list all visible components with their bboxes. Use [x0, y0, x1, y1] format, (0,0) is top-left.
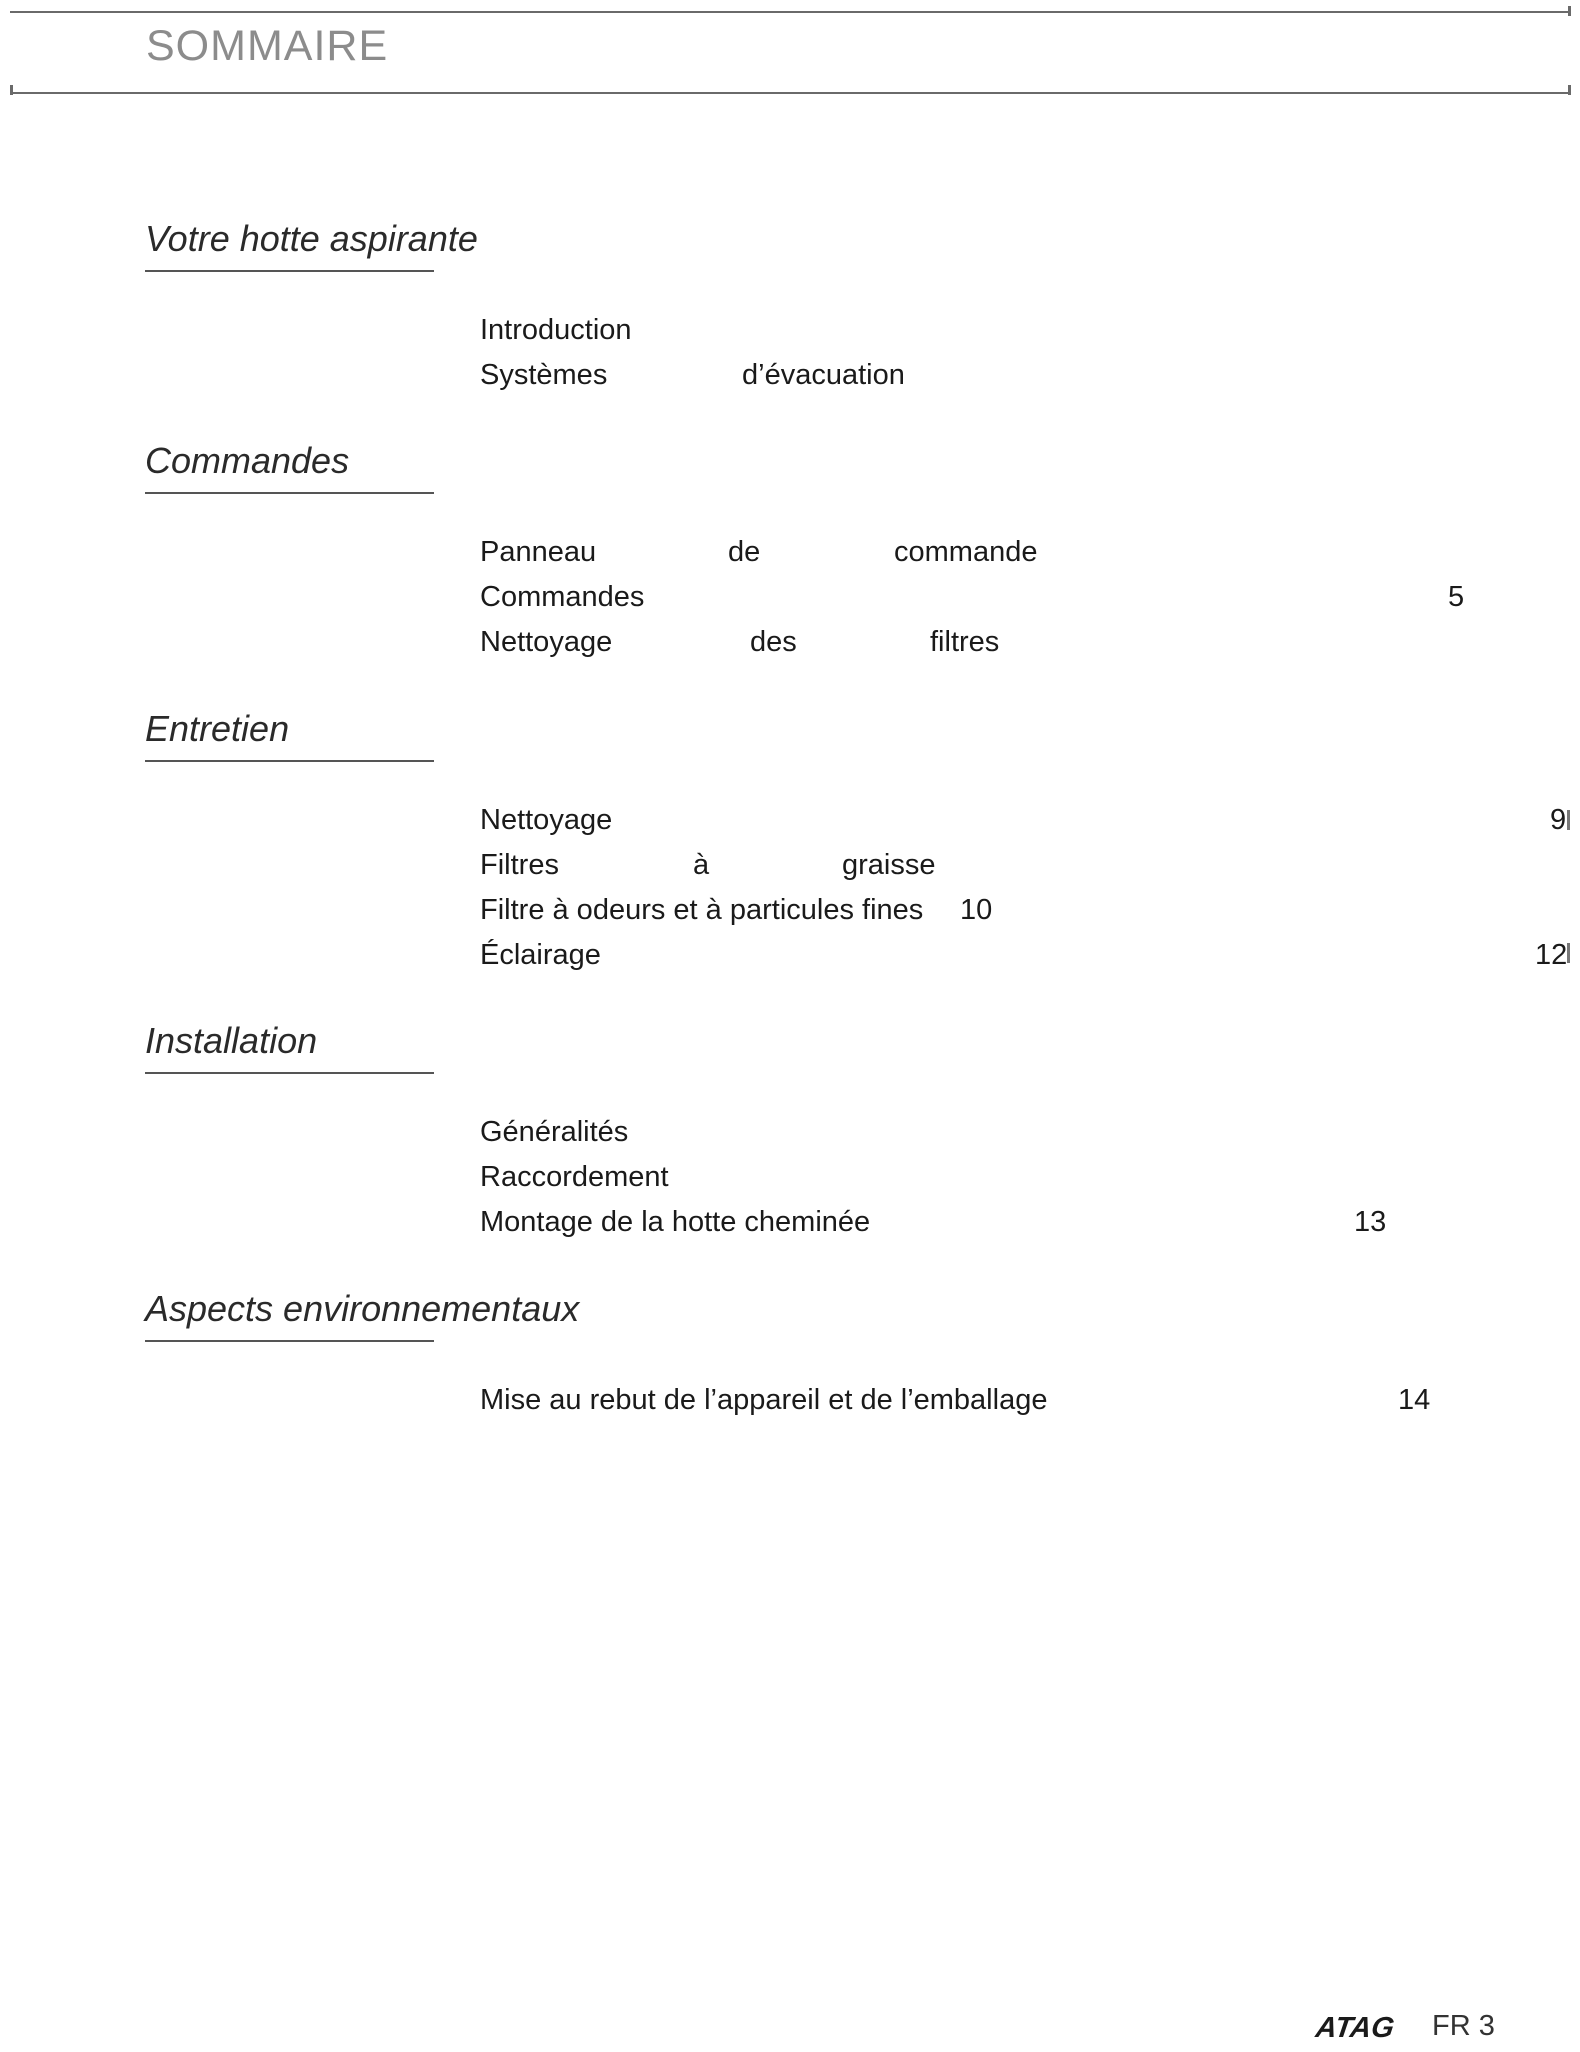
toc-item-label: Systèmes	[480, 359, 608, 391]
toc-item-label: Commandes	[480, 581, 645, 613]
page-number: FR 3	[1432, 2010, 1495, 2042]
edge-mark	[1567, 943, 1570, 963]
toc-item-label: d’évacuation	[742, 359, 905, 391]
toc-item-label: de	[728, 536, 761, 568]
title-underline	[10, 92, 1570, 94]
section-entretien	[145, 708, 434, 762]
edge-mark	[1567, 810, 1570, 830]
toc-item-label: Éclairage	[480, 939, 601, 971]
toc-item-label: Montage de la hotte cheminée	[480, 1206, 871, 1238]
top-rule	[10, 11, 1570, 13]
section-heading: Aspects environnementaux	[145, 1288, 580, 1329]
toc-item-label: Filtre à odeurs et à particules fines	[480, 894, 924, 926]
brand-logo: ATAG	[1313, 2012, 1397, 2044]
toc-item-label: Mise au rebut de l’appareil et de l’emballage	[480, 1384, 1048, 1416]
section-underline	[145, 270, 434, 272]
page-title: SOMMAIRE	[146, 22, 389, 70]
toc-page-number: 13	[1354, 1206, 1387, 1238]
toc-item-label: graisse	[842, 849, 936, 881]
toc-item-label: Filtres	[480, 849, 559, 881]
toc-item-label: filtres	[930, 626, 1000, 658]
title-underline-end-right	[1568, 85, 1571, 95]
section-heading: Votre hotte aspirante	[145, 218, 478, 259]
toc-item-label: Nettoyage	[480, 804, 613, 836]
section-votre-hotte	[145, 218, 478, 272]
toc-item-label: des	[750, 626, 797, 658]
toc-item-label: commande	[894, 536, 1038, 568]
section-heading: Entretien	[145, 708, 290, 749]
section-commandes	[145, 440, 434, 494]
toc-page-number: 14	[1398, 1384, 1431, 1416]
top-rule-end	[1568, 6, 1571, 16]
toc-item-label: Nettoyage	[480, 626, 613, 658]
toc-item-label: Introduction	[480, 314, 632, 346]
section-heading: Installation	[145, 1020, 318, 1061]
toc-page-number: 12	[1535, 939, 1568, 971]
section-installation	[145, 1020, 434, 1074]
toc-page-number: 9	[1550, 804, 1567, 836]
section-aspects-environnementaux	[145, 1288, 579, 1342]
toc-item-label: à	[693, 849, 710, 881]
title-underline-end-left	[10, 85, 13, 95]
toc-page-number: 5	[1448, 581, 1465, 613]
toc-item-label: Panneau	[480, 536, 597, 568]
section-underline	[145, 492, 434, 494]
toc-page-number: 10	[960, 894, 993, 926]
section-underline	[145, 1072, 434, 1074]
toc-item-label: Raccordement	[480, 1161, 669, 1193]
section-underline	[145, 760, 434, 762]
section-underline	[145, 1340, 434, 1342]
section-heading: Commandes	[145, 440, 350, 481]
toc-item-label: Généralités	[480, 1116, 629, 1148]
